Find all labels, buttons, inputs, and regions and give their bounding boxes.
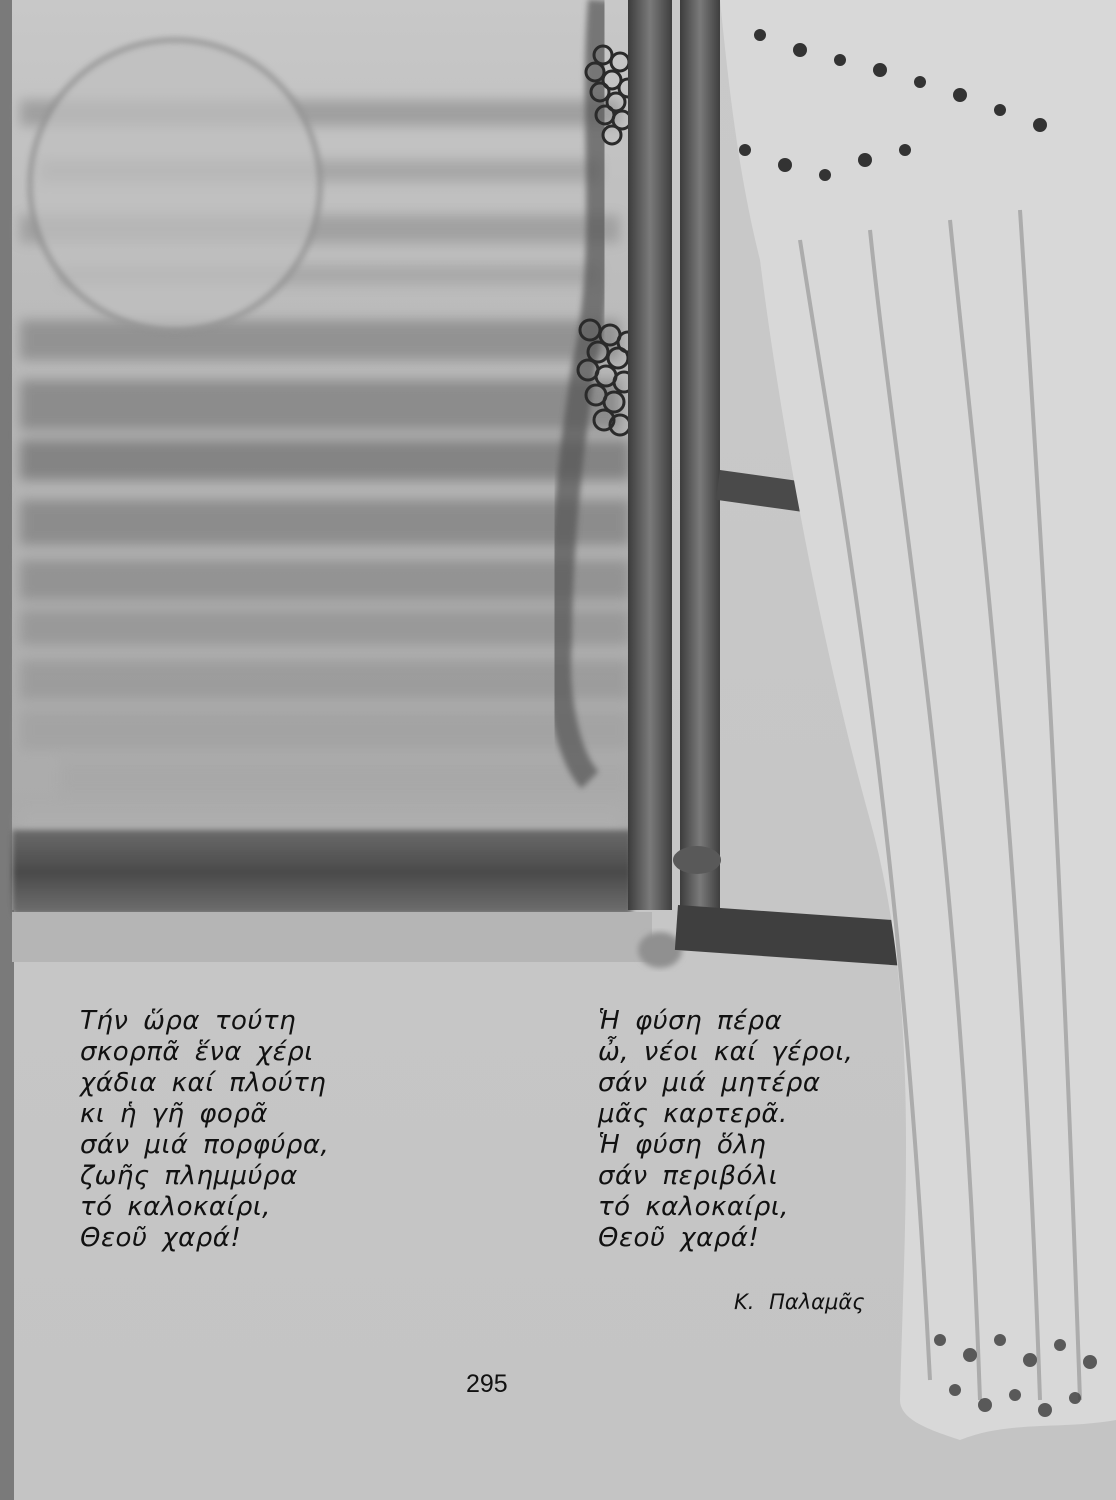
page-number: 295 <box>466 1370 508 1398</box>
window-sill <box>12 830 682 968</box>
poem-left-stanza <box>80 1006 329 1254</box>
poem-author: Κ. Παλαμᾶς <box>734 1290 865 1314</box>
poem-line: Ἡ φύση ὅλη <box>598 1130 767 1160</box>
poem-line: Θεοῦ χαρά! <box>598 1223 760 1253</box>
poem-line: σκορπᾶ ἕνα χέρι <box>80 1037 314 1067</box>
poem-line: Θεοῦ χαρά! <box>80 1223 242 1253</box>
poem-line: κι ἡ γῆ φορᾶ <box>80 1099 268 1129</box>
sun <box>30 40 320 330</box>
poem-line: σάν μιά μητέρα <box>598 1068 821 1098</box>
poem-right-stanza <box>598 1006 853 1254</box>
poem-line: τό καλοκαίρι, <box>598 1192 789 1222</box>
poem-line: μᾶς καρτερᾶ. <box>598 1099 788 1129</box>
poem-line: ζωῆς πλημμύρα <box>80 1161 298 1191</box>
poem-line: ὦ, νέοι καί γέροι, <box>598 1037 854 1067</box>
poem-line: τό καλοκαίρι, <box>80 1192 271 1222</box>
poem-line: Ἡ φύση πέρα <box>598 1006 783 1036</box>
poem-line: χάδια καί πλούτη <box>80 1068 327 1098</box>
poem-line: σάν μιά πορφύρα, <box>80 1130 330 1160</box>
poem-line: Τήν ὥρα τούτη <box>80 1006 297 1036</box>
poem-line: σάν περιβόλι <box>598 1161 779 1191</box>
